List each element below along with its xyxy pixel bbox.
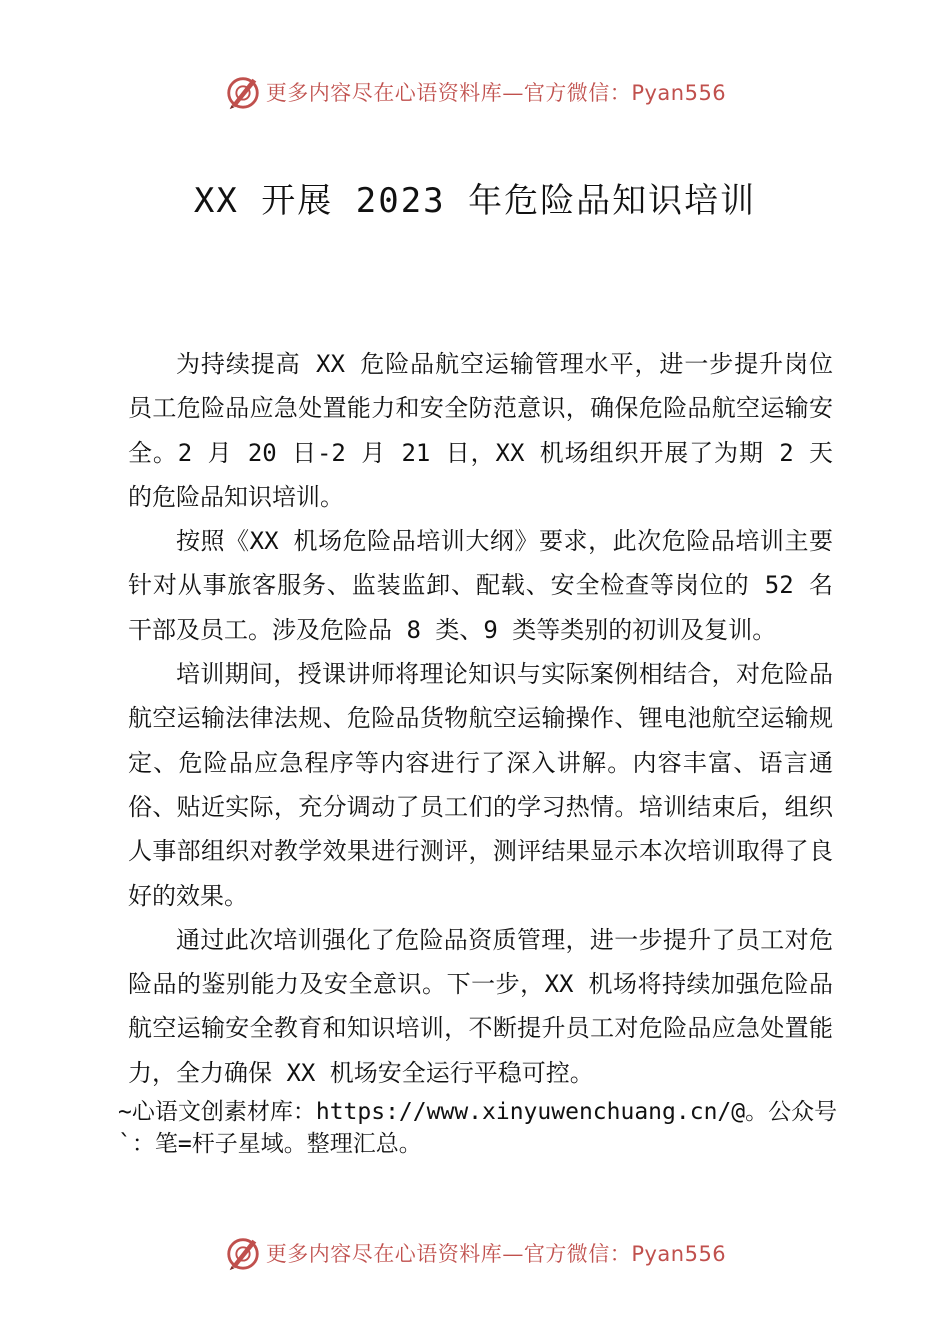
paragraph: 为持续提高 XX 危险品航空运输管理水平，进一步提升岗位员工危险品应急处置能力和安全防范意识，确保危险品航空运输安全。2 月 20 日-2 月 21 日，XX 机场组织开展了为期 2 天的危险品知识培训。 <box>128 350 833 511</box>
source-note: ~心语文创素材库：https://www.xinyuwenchuang.cn/@。公众号`：笔=杆子星域。整理汇总。 <box>118 1099 838 1157</box>
paragraph: 通过此次培训强化了危险品资质管理，进一步提升了员工对危险品的鉴别能力及安全意识。下一步，XX 机场将持续加强危险品航空运输安全教育和知识培训，不断提升员工对危险品应急处置能力，全力确保 XX 机场安全运行平稳可控。 <box>128 925 833 1087</box>
document-body <box>128 342 833 1095</box>
banner-text: 更多内容尽在心语资料库—官方微信：Pyan556 <box>265 1242 727 1266</box>
document-title: XX 开展 2023 年危险品知识培训 <box>193 181 757 221</box>
header-banner <box>0 72 950 112</box>
paragraph: 按照《XX 机场危险品培训大纲》要求，此次危险品培训主要针对从事旅客服务、监装监卸、配载、安全检查等岗位的 52 名干部及员工。涉及危险品 8 类、9 类等类别的初训及复训。 <box>128 527 833 644</box>
pen-logo-icon <box>224 73 262 111</box>
paragraph: 培训期间，授课讲师将理论知识与实际案例相结合，对危险品航空运输法律法规、危险品货物航空运输操作、锂电池航空运输规定、危险品应急程序等内容进行了深入讲解。内容丰富、语言通俗、贴近实际，充分调动了员工们的学习热情。培训结束后，组织人事部组织对教学效果进行测评，测评结果显示本次培训取得了良好的效果。 <box>128 660 833 910</box>
pen-logo-icon <box>224 1234 262 1272</box>
footer-banner <box>0 1233 950 1273</box>
banner-text: 更多内容尽在心语资料库—官方微信：Pyan556 <box>265 81 727 105</box>
